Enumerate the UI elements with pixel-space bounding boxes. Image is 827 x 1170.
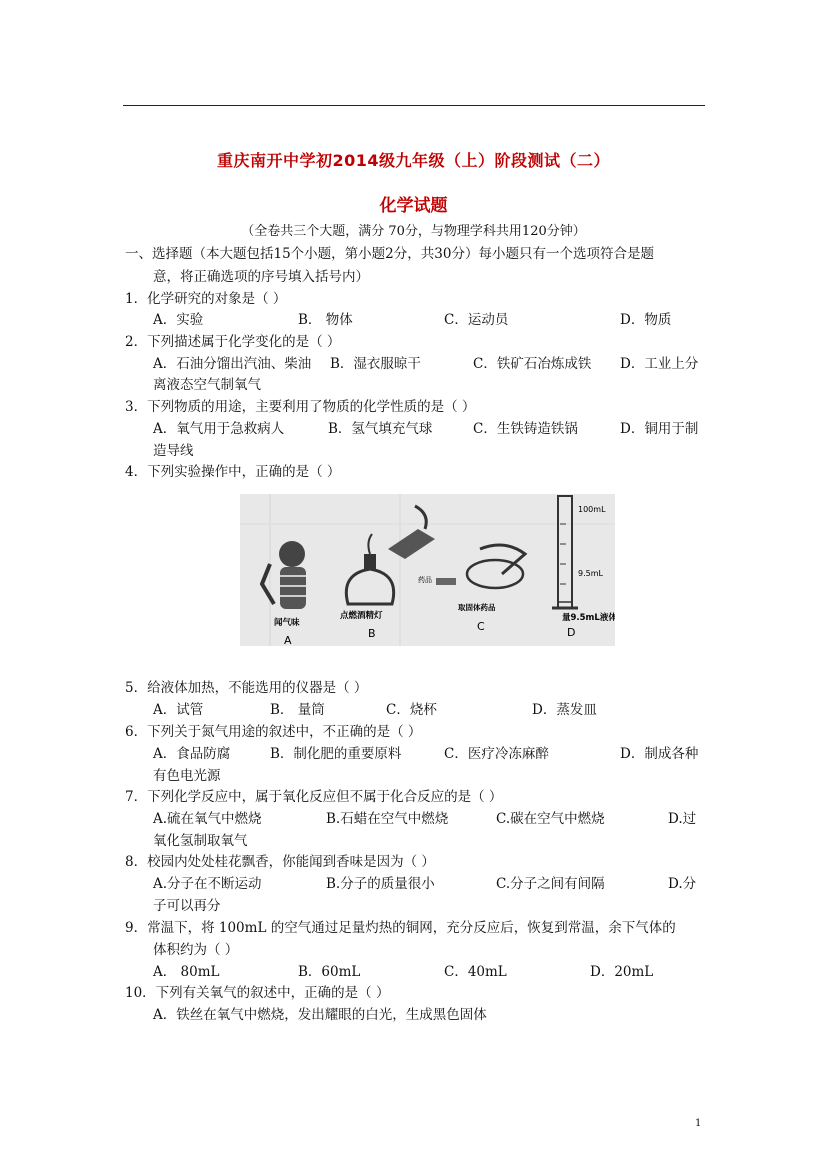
option-c: C．运动员 (444, 312, 509, 328)
option-a: A．实验 (153, 312, 204, 328)
option-a: A.硫在氧气中燃烧 (153, 811, 262, 827)
option-d: D．工业上分 (620, 356, 699, 372)
option-continuation: 有色电光源 (153, 768, 221, 784)
option-a: A．氧气用于急救病人 (153, 421, 285, 437)
question-stem: 3．下列物质的用途，主要利用了物质的化学性质的是（ ） (125, 399, 476, 415)
figure-letter-a: A (284, 634, 292, 646)
option-d: D．20mL (590, 964, 654, 980)
option-a: A．试管 (153, 702, 204, 718)
question-stem: 9．常温下，将 100mL 的空气通过足量灼热的铜网，充分反应后，恢复到常温，余下气体的 (125, 920, 676, 936)
question-stem: 6．下列关于氮气用途的叙述中，不正确的是（ ） (125, 724, 422, 740)
option-c: C.碳在空气中燃烧 (496, 811, 605, 827)
option-continuation: 子可以再分 (153, 898, 221, 914)
question-stem: 1．化学研究的对象是（ ） (125, 291, 287, 307)
option-d: D．制成各种 (620, 746, 699, 762)
option-c: C．医疗冷冻麻醉 (444, 746, 549, 762)
experiment-figure (240, 494, 615, 646)
option-c: C．铁矿石冶炼成铁 (473, 356, 592, 372)
figure-label-a: 闻气味 (274, 618, 300, 628)
option-b: B．60mL (298, 964, 361, 980)
exam-title: 重庆南开中学初2014级九年级（上）阶段测试（二） (216, 151, 611, 170)
question-stem: 7．下列化学反应中，属于氧化反应但不属于化合反应的是（ ） (125, 789, 503, 805)
section-instruction-line2: 意，将正确选项的序号填入括号内） (153, 269, 369, 285)
section-instruction-line1: 一、选择题（本大题包括15个小题，第小题2分，共30分）每小题只有一个选项符合是题 (125, 246, 654, 262)
cylinder-top-label: 100mL (578, 505, 606, 514)
option-a: A．石油分馏出汽油、柴油 (153, 356, 312, 372)
option-d: D.过 (668, 811, 697, 827)
question-stem: 2．下列描述属于化学变化的是（ ） (125, 334, 341, 350)
option-d: D.分 (668, 876, 697, 892)
option-a: A．食品防腐 (153, 746, 231, 762)
question-stem: 4．下列实验操作中，正确的是（ ） (125, 464, 341, 480)
option-a: A． 80mL (153, 964, 220, 980)
option-continuation: 氧化氢制取氧气 (153, 833, 248, 849)
figure-label-d: 量9.5mL液体 (562, 613, 615, 623)
question-stem: 5．给液体加热，不能选用的仪器是（ ） (125, 680, 368, 696)
figure-letter-b: B (368, 627, 376, 640)
header-rule (123, 105, 705, 106)
figure-letter-c: C (477, 620, 485, 633)
question-stem: 10．下列有关氧气的叙述中，正确的是（ ） (125, 985, 390, 1001)
option-c: C．生铁铸造铁锅 (473, 421, 578, 437)
figure-label-c: 取固体药品 (458, 603, 496, 612)
cylinder-mark-label: 9.5mL (578, 569, 603, 578)
option-continuation: 体积约为（ ） (153, 942, 239, 958)
option-d: D．物质 (620, 312, 672, 328)
option-c: C．40mL (444, 964, 507, 980)
question-stem: 8．校园内处处桂花飘香，你能闻到香味是因为（ ） (125, 854, 435, 870)
option-b: B． 物体 (298, 312, 353, 328)
option-d: D．蒸发皿 (532, 702, 597, 718)
option-d: D．铜用于制 (620, 421, 699, 437)
option-b: B．制化肥的重要原料 (270, 746, 402, 762)
page-number: 1 (695, 1118, 702, 1129)
option-a: A．铁丝在氧气中燃烧，发出耀眼的白光，生成黑色固体 (153, 1007, 487, 1023)
option-b: B．氢气填充气球 (328, 421, 433, 437)
option-a: A.分子在不断运动 (153, 876, 262, 892)
exam-subtitle: 化学试题 (379, 196, 448, 216)
figure-letter-d: D (567, 626, 576, 639)
option-b: B． 量筒 (270, 702, 325, 718)
option-b: B．湿衣服晾干 (330, 356, 421, 372)
option-b: B.石蜡在空气中燃烧 (326, 811, 449, 827)
option-continuation: 造导线 (153, 443, 194, 459)
option-continuation: 离液态空气制氧气 (153, 377, 261, 393)
exam-note: （全卷共三个大题，满分 70分，与物理学科共用120分钟） (241, 224, 586, 239)
option-b: B.分子的质量很小 (326, 876, 435, 892)
option-c: C．烧杯 (386, 702, 437, 718)
drug-tag: 药品 (418, 576, 432, 584)
option-c: C.分子之间有间隔 (496, 876, 605, 892)
figure-label-b: 点燃酒精灯 (340, 611, 383, 621)
